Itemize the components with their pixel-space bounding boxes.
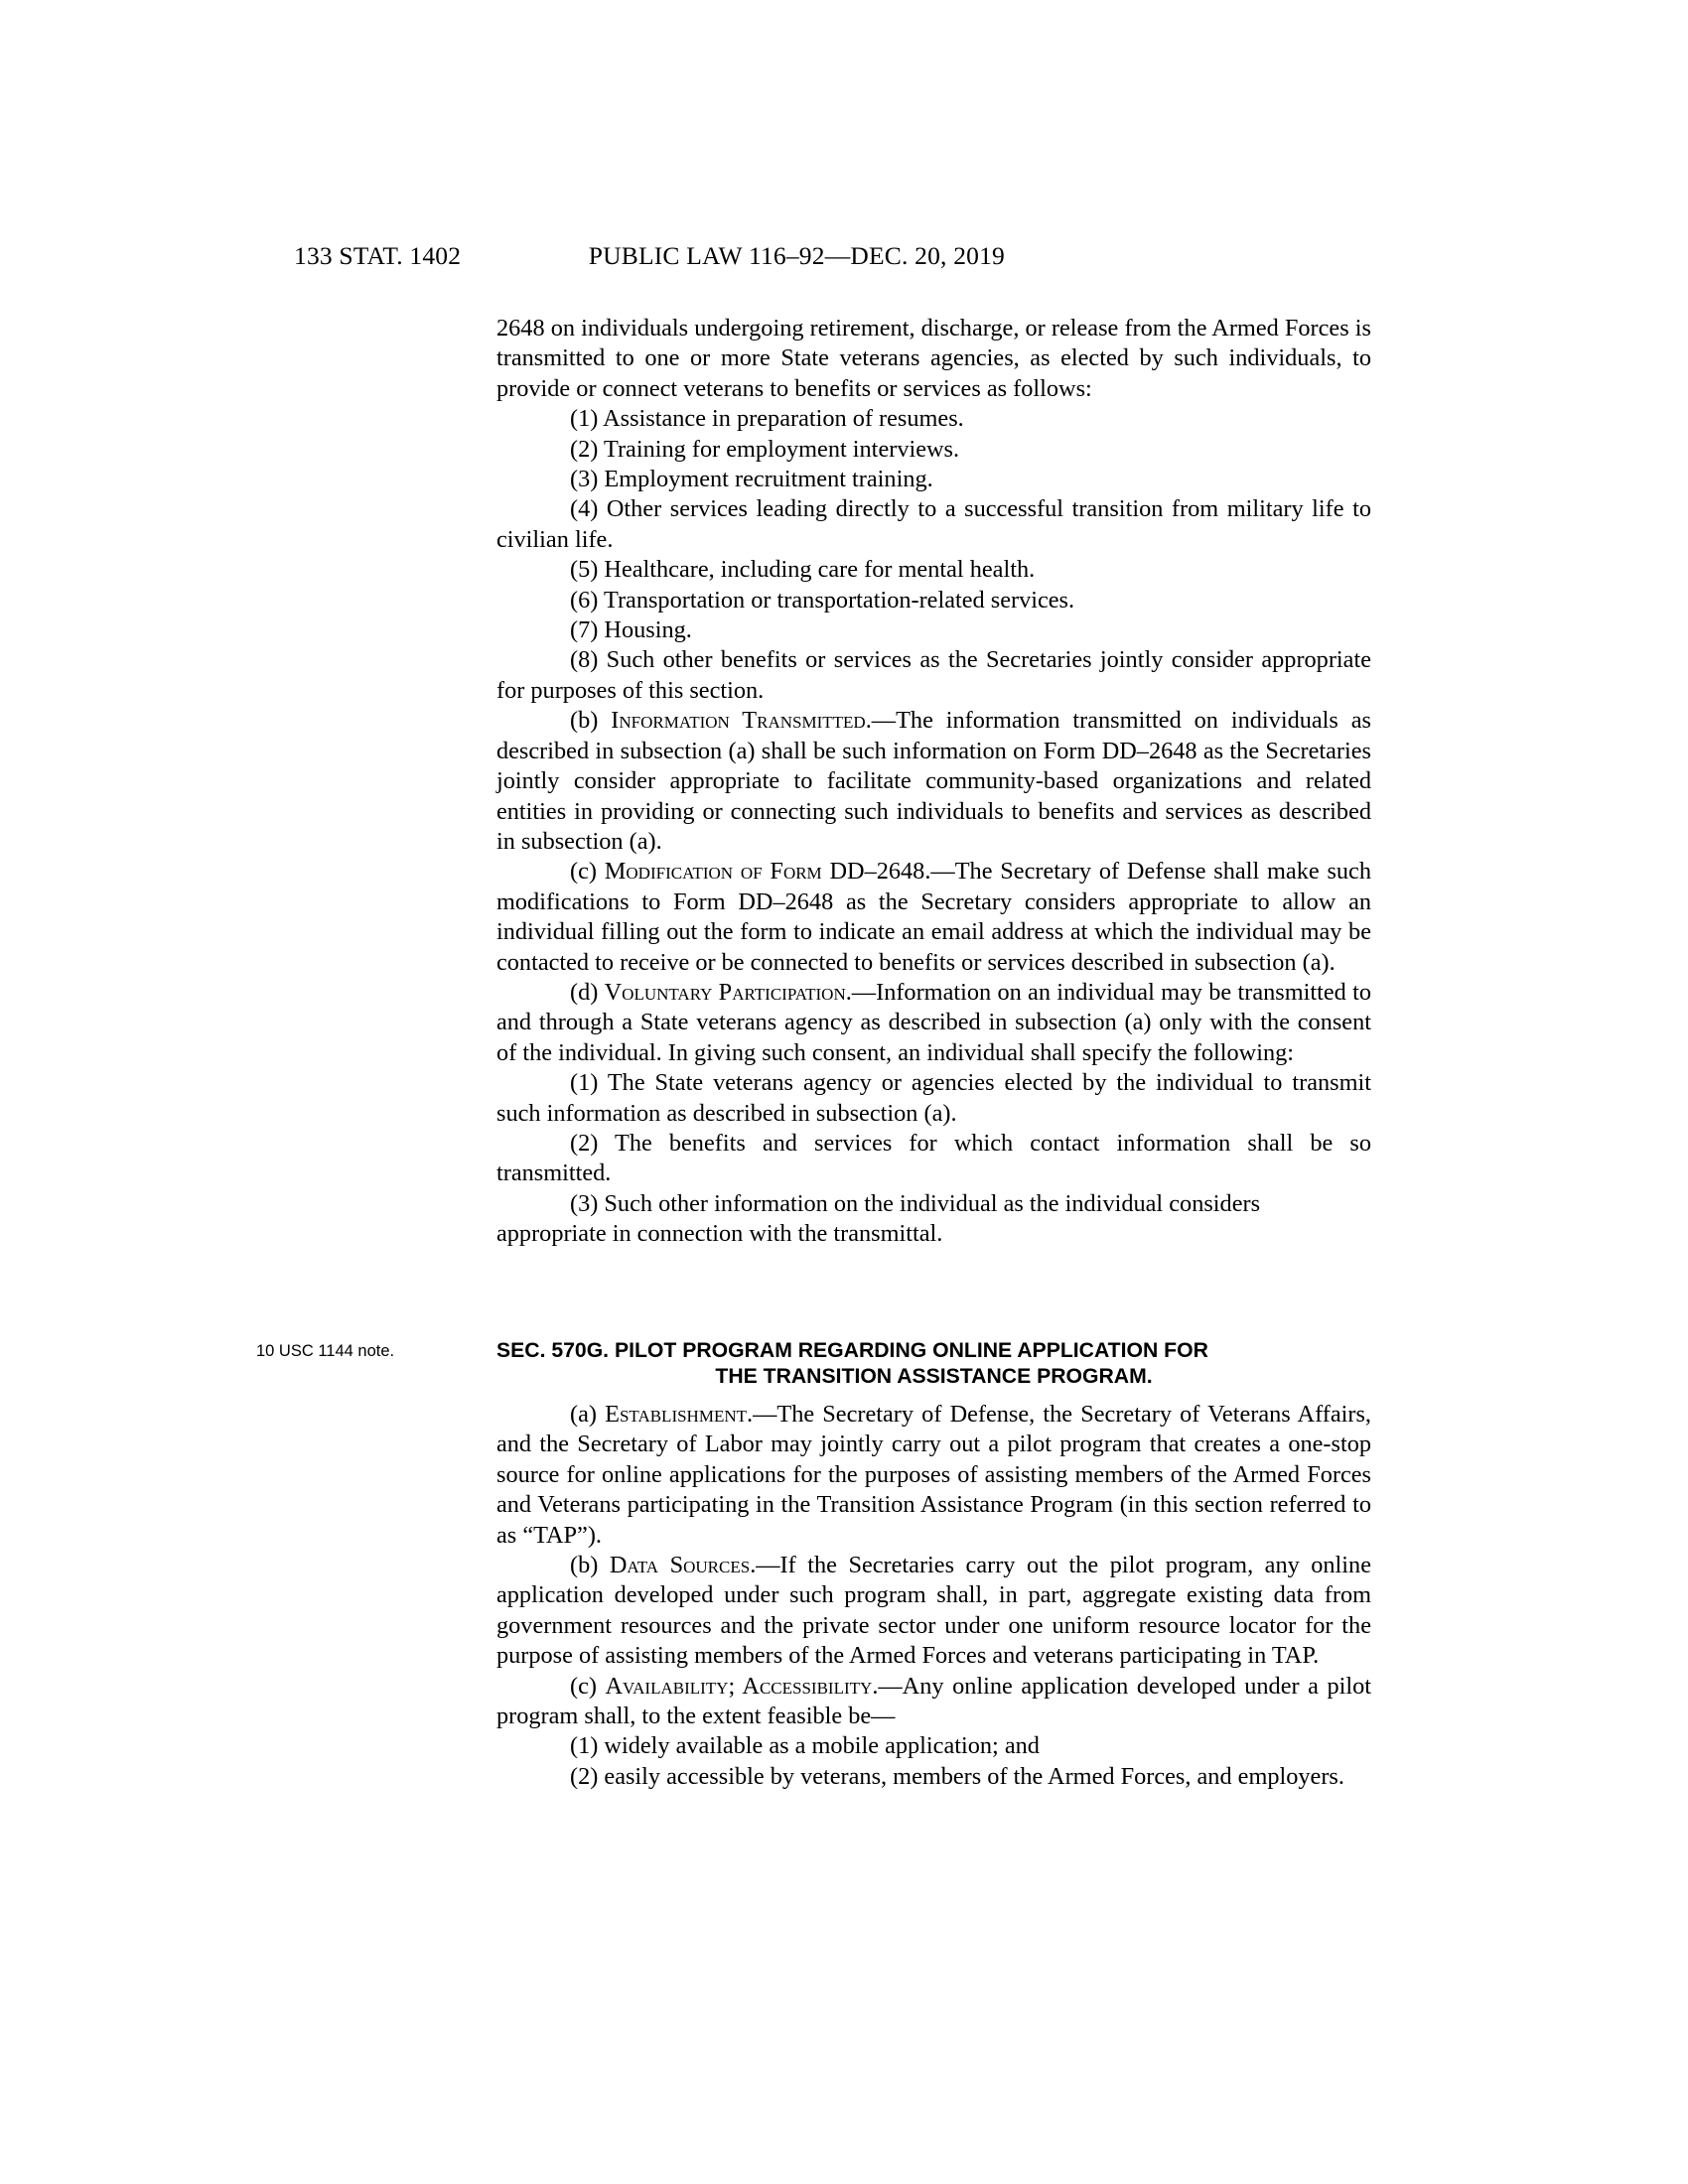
list-item: (1) Assistance in preparation of resumes. [570, 405, 964, 433]
paragraph-c-prefix: (c) [570, 858, 605, 886]
statute-citation: 133 STAT. 1402 [294, 241, 462, 270]
paragraph-570g-a-caption: Establishment [605, 1401, 747, 1428]
paragraph-570g-c-text: .—Any online application developed under a pilot program shall, to the extent feasible be— [496, 1672, 1371, 1730]
list-item: (2) The benefits and services for which contact information shall be so transmitted. [496, 1129, 1371, 1187]
paragraph-b-prefix: (b) [570, 707, 612, 735]
list-item: (7) Housing. [570, 616, 692, 644]
paragraph-d-caption: Voluntary Participation [604, 978, 846, 1006]
document-body-bottom [496, 1400, 1371, 1792]
public-law-citation: PUBLIC LAW 116–92—DEC. 20, 2019 [588, 241, 1005, 270]
list-item: (6) Transportation or transportation-related services. [570, 586, 1075, 614]
paragraph-d-prefix: (d) [570, 978, 605, 1006]
paragraph-570g-b-caption: Data Sources [609, 1552, 751, 1579]
list-item: (8) Such other benefits or services as the Secretaries jointly consider appropriate for purposes of this section. [496, 646, 1371, 704]
paragraph-570g-a-prefix: (a) [570, 1401, 606, 1428]
list-item: (3) Employment recruitment training. [570, 466, 933, 493]
paragraph-570g-b [496, 1551, 1371, 1672]
paragraph-570g-b-prefix: (b) [570, 1552, 610, 1579]
page-header [294, 241, 1396, 271]
section-heading-line1: SEC. 570G. PILOT PROGRAM REGARDING ONLINE APPLICATION FOR [496, 1339, 1208, 1362]
paragraph-d-text: .—Information on an individual may be transmitted to and through a State veterans agency as described in subsection (a) only with the consent of the individual. In giving such consent, an individual shall specify the following: [496, 978, 1372, 1066]
paragraph-intro: 2648 on individuals undergoing retirement, discharge, or release from the Armed Forces is transmitted to one or more State veterans agencies, as elected by such individuals, to provide or connect veterans to benefits or services as follows: [496, 315, 1371, 402]
paragraph-c [496, 857, 1371, 978]
paragraph-b-caption: Information Transmitted [611, 707, 866, 735]
margin-note: 10 USC 1144 note. [256, 1342, 395, 1360]
section-heading-line2: THE TRANSITION ASSISTANCE PROGRAM. [715, 1365, 1153, 1388]
paragraph-570g-c [496, 1672, 1371, 1732]
list-item: (1) The State veterans agency or agencies elected by the individual to transmit such information as described in subsection (a). [496, 1069, 1371, 1127]
list-item: (5) Healthcare, including care for mental health. [570, 556, 1036, 584]
paragraph-b-text: .—The information transmitted on individuals as described in subsection (a) shall be such information on Form DD–2648 as the Secretaries jointly consider appropriate to facilitate community-based organizations and related entities in providing or connecting such individuals to benefits and services as described in subsection (a). [496, 707, 1372, 855]
paragraph-570g-a-text: .—The Secretary of Defense, the Secretary of Veterans Affairs, and the Secretary of Labor may jointly carry out a pilot program that creates a one-stop source for online applications for the purposes of assisting members of the Armed Forces and Veterans participating in the Transition Assistance Program (in this section referred to as “TAP”). [496, 1401, 1371, 1549]
list-item: (1) widely available as a mobile application; and [570, 1732, 1040, 1760]
document-body-top [496, 314, 1371, 1250]
paragraph-c-caption: Modification of Form DD–2648 [604, 858, 925, 886]
paragraph-b [496, 706, 1371, 857]
list-item: (3) Such other information on the individual as the individual considers appropriate in connection with the transmittal. [496, 1189, 1261, 1248]
paragraph-570g-c-prefix: (c) [570, 1672, 606, 1700]
paragraph-d [496, 978, 1371, 1068]
section-heading [496, 1338, 1371, 1390]
paragraph-570g-a [496, 1400, 1371, 1551]
list-item: (2) easily accessible by veterans, members of the Armed Forces, and employers. [570, 1762, 1344, 1790]
paragraph-c-text: .—The Secretary of Defense shall make such modifications to Form DD–2648 as the Secretary considers appropriate to allow an individual filling out the form to indicate an email address at which the individual may be contacted to receive or be connected to benefits or services described in subsection (a). [496, 858, 1371, 976]
list-item: (2) Training for employment interviews. [570, 435, 960, 463]
paragraph-570g-c-caption: Availability; Accessibility [605, 1672, 873, 1700]
list-item: (4) Other services leading directly to a successful transition from military life to civilian life. [496, 495, 1371, 553]
paragraph-570g-b-text: .—If the Secretaries carry out the pilot program, any online application developed under such program shall, in part, aggregate existing data from government resources and the private sector under one uniform resource locator for the purpose of assisting members of the Armed Forces and veterans participating in TAP. [496, 1552, 1371, 1670]
